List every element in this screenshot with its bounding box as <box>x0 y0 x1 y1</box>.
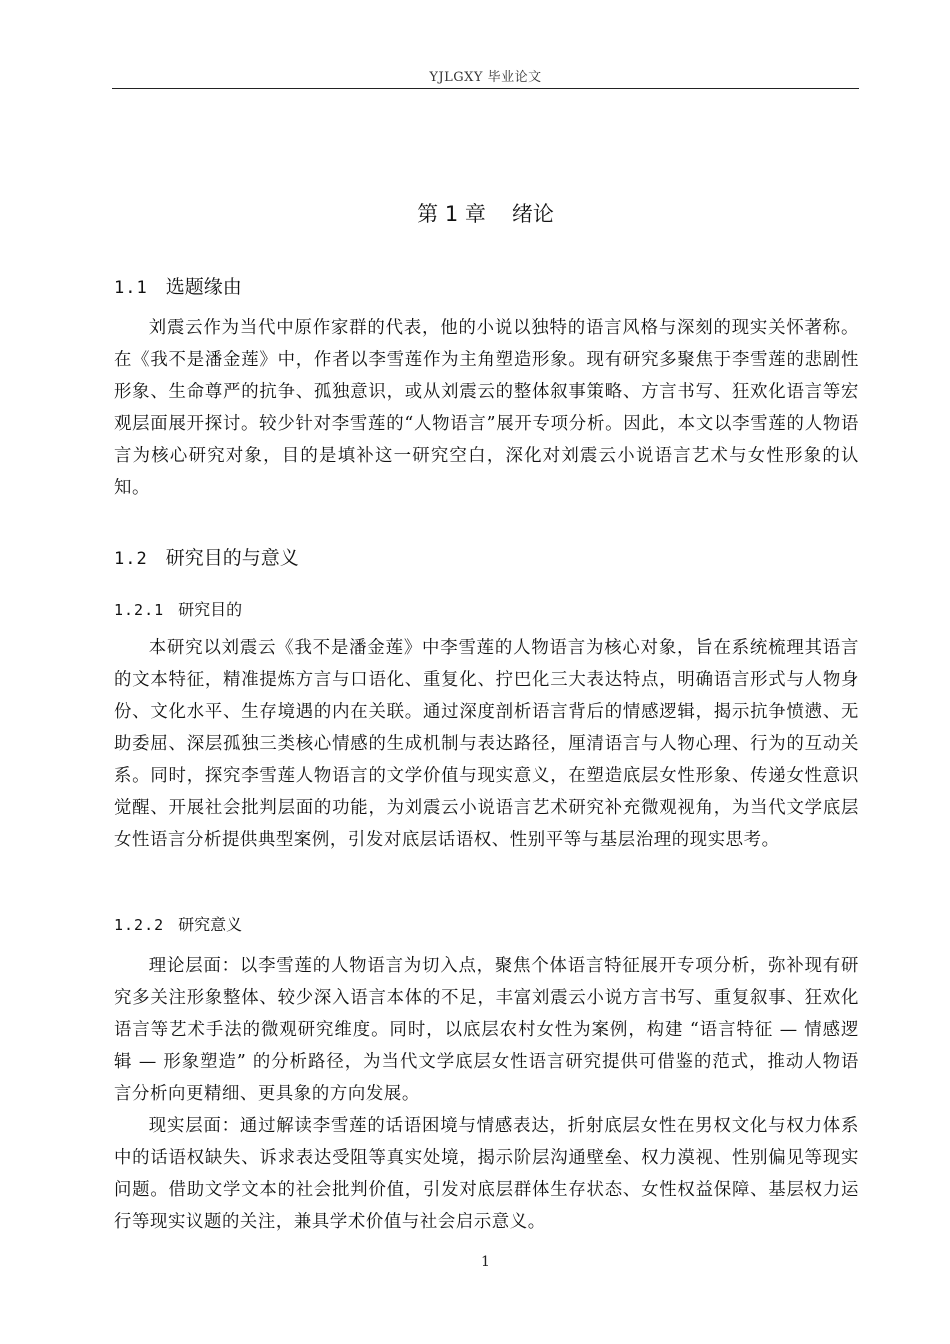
chapter-number: 第 1 章 <box>417 202 486 226</box>
section-title: 研究目的与意义 <box>165 547 299 569</box>
section-title: 选题缘由 <box>165 276 242 298</box>
section-1-2-2-paragraph-theory: 理论层面：以李雪莲的人物语言为切入点，聚焦个体语言特征展开专项分析，弥补现有研究多关注形象整体、较少深入语言本体的不足，丰富刘震云小说方言书写、重复叙事、狂欢化语言等艺术手法的微观研究维度。同时，以底层农村女性为案例，构建 “语言特征 — 情感逻辑 — 形象塑造” 的分析路径，为当代文学底层女性语言研究提供可借鉴的范式，推动人物语言分析向更精细、更具象的方向发展。 <box>114 956 859 1104</box>
subsection-number: 1.2.1 <box>114 601 165 619</box>
subsection-title: 研究目的 <box>178 600 243 619</box>
chapter-title <box>112 198 859 228</box>
section-number: 1.1 <box>114 278 148 298</box>
subsection-number: 1.2.2 <box>114 916 165 934</box>
section-1-2-2-heading <box>114 912 242 935</box>
section-1-2-1-paragraph: 本研究以刘震云《我不是潘金莲》中李雪莲的人物语言为核心对象，旨在系统梳理其语言的文本特征，精准提炼方言与口语化、重复化、拧巴化三大表达特点，明确语言形式与人物身份、文化水平、生存境遇的内在关联。通过深度剖析语言背后的情感逻辑，揭示抗争愤懑、无助委屈、深层孤独三类核心情感的生成机制与表达路径，厘清语言与人物心理、行为的互动关系。同时，探究李雪莲人物语言的文学价值与现实意义，在塑造底层女性形象、传递女性意识觉醒、开展社会批判层面的功能，为刘震云小说语言艺术研究补充微观视角，为当代文学底层女性语言分析提供典型案例，引发对底层话语权、性别平等与基层治理的现实思考。 <box>114 638 859 850</box>
chapter-title-text: 绪论 <box>511 202 554 226</box>
subsection-title: 研究意义 <box>178 915 243 934</box>
page-number: 1 <box>481 1254 490 1270</box>
running-header: YJLGXY 毕业论文 <box>429 70 542 85</box>
header-rule <box>112 88 859 89</box>
section-1-1-heading <box>114 272 242 299</box>
section-1-2-1-heading <box>114 597 242 620</box>
section-1-2-heading <box>114 543 299 570</box>
section-1-1-paragraph: 刘震云作为当代中原作家群的代表，他的小说以独特的语言风格与深刻的现实关怀著称。在《我不是潘金莲》中，作者以李雪莲作为主角塑造形象。现有研究多聚焦于李雪莲的悲剧性形象、生命尊严的抗争、孤独意识，或从刘震云的整体叙事策略、方言书写、狂欢化语言等宏观层面展开探讨。较少针对李雪莲的“人物语言”展开专项分析。因此，本文以李雪莲的人物语言为核心研究对象，目的是填补这一研究空白，深化对刘震云小说语言艺术与女性形象的认知。 <box>114 318 859 498</box>
section-number: 1.2 <box>114 549 148 569</box>
section-1-2-2-paragraph-practice: 现实层面：通过解读李雪莲的话语困境与情感表达，折射底层女性在男权文化与权力体系中的话语权缺失、诉求表达受阻等真实处境，揭示阶层沟通壁垒、权力漠视、性别偏见等现实问题。借助文学文本的社会批判价值，引发对底层群体生存状态、女性权益保障、基层权力运行等现实议题的关注，兼具学术价值与社会启示意义。 <box>114 1116 859 1232</box>
